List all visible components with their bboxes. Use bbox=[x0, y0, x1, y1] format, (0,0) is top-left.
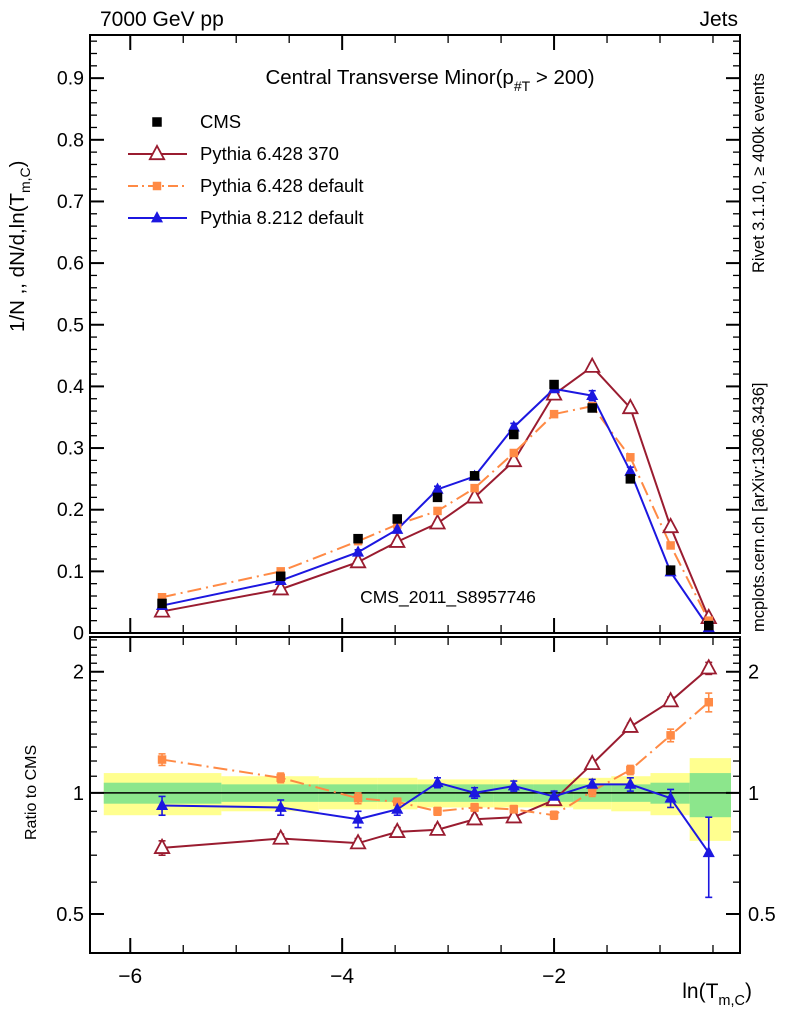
x-axis-label: $\ln(T_{m,C})$ bbox=[682, 980, 752, 1009]
legend-swatch-marker bbox=[153, 182, 162, 191]
ratio-tick-label: 1 bbox=[72, 782, 84, 805]
main-marker bbox=[666, 541, 675, 550]
ratio-marker bbox=[158, 755, 167, 764]
y-tick-label: 0.3 bbox=[56, 437, 84, 460]
plot-generated-layer bbox=[56, 35, 776, 988]
rivet-note-group bbox=[750, 73, 768, 273]
legend-swatch-marker bbox=[152, 117, 162, 127]
ratio-marker bbox=[550, 811, 559, 820]
ratio-tick-label-right: 2 bbox=[748, 661, 760, 684]
x-tick-label: −2 bbox=[542, 965, 567, 988]
main-marker bbox=[157, 599, 167, 609]
ratio-marker bbox=[274, 830, 288, 843]
main-marker bbox=[666, 565, 676, 575]
main-marker bbox=[663, 519, 677, 532]
y-tick-label: 0 bbox=[73, 622, 84, 645]
watermark-analysis-id: CMS_2011_S8957746 bbox=[360, 587, 536, 607]
legend-label-pythia6-370: Pythia 6.428 370 bbox=[200, 143, 339, 164]
ratio-marker bbox=[390, 824, 404, 837]
y-axis-label-group bbox=[6, 161, 33, 333]
ratio-marker bbox=[663, 693, 677, 706]
y-tick-label: 0.9 bbox=[56, 67, 84, 90]
legend-label-pythia6-default: Pythia 6.428 default bbox=[200, 175, 364, 196]
legend-swatch-marker bbox=[150, 146, 164, 159]
ratio-axis-label: Ratio to CMS bbox=[23, 744, 40, 840]
y-tick-label: 0.5 bbox=[56, 314, 84, 337]
main-marker bbox=[509, 430, 518, 440]
y-tick-label: 0.1 bbox=[56, 560, 84, 583]
main-panel-frame bbox=[90, 35, 740, 633]
main-marker bbox=[704, 621, 714, 631]
legend-swatch-marker bbox=[151, 211, 163, 222]
main-marker bbox=[430, 515, 444, 528]
legend-label-pythia8-default: Pythia 8.212 default bbox=[200, 207, 364, 228]
mcplots-note-group bbox=[750, 383, 768, 632]
ratio-marker bbox=[276, 774, 285, 783]
y-tick-label: 0.7 bbox=[56, 190, 84, 213]
ratio-marker bbox=[467, 811, 481, 824]
ratio-marker bbox=[433, 807, 442, 816]
y-tick-label: 0.8 bbox=[56, 129, 84, 152]
ratio-marker bbox=[623, 719, 637, 732]
x-tick-label: −6 bbox=[118, 965, 143, 988]
main-marker bbox=[550, 410, 559, 419]
main-marker bbox=[470, 484, 479, 493]
main-marker bbox=[587, 403, 597, 413]
ratio-marker bbox=[155, 840, 169, 853]
ratio-marker bbox=[470, 803, 479, 812]
header-process-label: Jets bbox=[699, 8, 738, 31]
main-marker bbox=[352, 545, 364, 556]
main-marker bbox=[433, 493, 443, 503]
y-tick-label: 0.4 bbox=[56, 375, 84, 398]
y-tick-label: 0.2 bbox=[56, 499, 84, 522]
ratio-marker bbox=[626, 766, 635, 775]
ratio-axis-label-group bbox=[23, 745, 40, 840]
main-marker bbox=[549, 380, 559, 390]
mcplots-arxiv-note: mcplots.cern.ch [arXiv:1306.3436] bbox=[750, 382, 768, 632]
plot-title: Central Transverse $Minor(p_{\#T} > 200)$ bbox=[265, 66, 595, 94]
ratio-series-line bbox=[162, 668, 709, 848]
y-axis-label: 1/N ,, $dN/d,\ln(T_{m,C})$ bbox=[6, 160, 33, 332]
main-marker bbox=[470, 471, 480, 481]
ratio-tick-label-right: 1 bbox=[748, 782, 760, 805]
ratio-marker bbox=[354, 794, 363, 803]
main-marker bbox=[626, 474, 636, 484]
ratio-marker bbox=[704, 698, 713, 707]
main-marker bbox=[626, 453, 635, 462]
header-beam-label: 7000 GeV pp bbox=[100, 8, 224, 31]
ratio-marker bbox=[666, 731, 675, 740]
main-marker bbox=[510, 449, 518, 458]
ratio-tick-label: 2 bbox=[72, 661, 84, 684]
ratio-marker bbox=[510, 805, 518, 814]
main-marker bbox=[585, 359, 599, 372]
rivet-version-note: Rivet 3.1.10, ≥ 400k events bbox=[750, 73, 768, 273]
main-marker bbox=[433, 507, 442, 516]
main-marker bbox=[393, 514, 403, 524]
ratio-tick-label: 0.5 bbox=[56, 904, 84, 927]
ratio-band-green bbox=[690, 773, 731, 817]
ratio-marker bbox=[702, 660, 716, 673]
x-tick-label: −4 bbox=[330, 965, 355, 988]
legend-label-cms: CMS bbox=[200, 111, 242, 132]
main-marker bbox=[276, 572, 286, 582]
y-tick-label: 0.6 bbox=[56, 252, 84, 275]
ratio-tick-label-right: 0.5 bbox=[748, 904, 776, 927]
main-marker bbox=[353, 534, 363, 544]
